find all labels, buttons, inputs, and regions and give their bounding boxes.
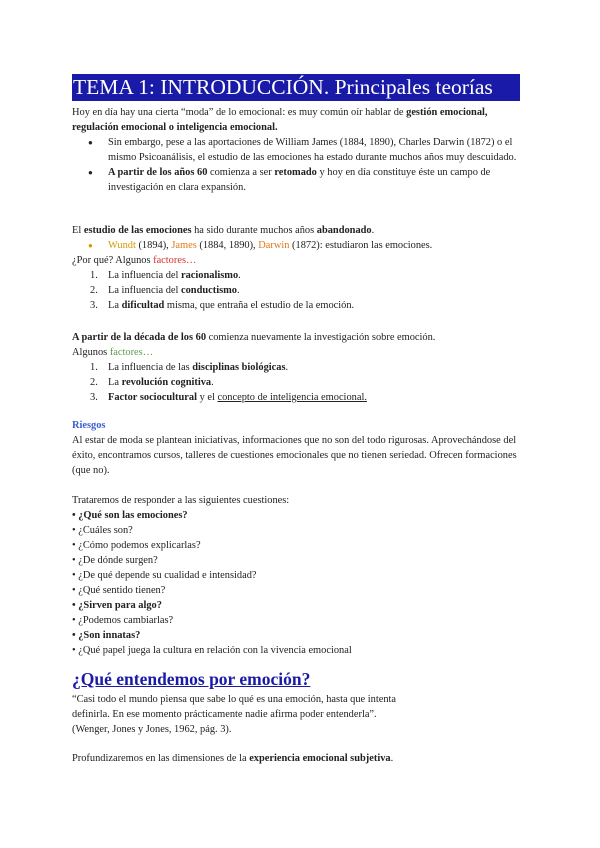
text: y el (196, 392, 218, 403)
study-paragraph (72, 223, 532, 238)
bold-text: Factor sociocultural (108, 392, 197, 403)
item-number: 2. (90, 377, 98, 388)
intro-text: Hoy en día hay una cierta “moda” de lo emocional: es muy común oír hablar de (72, 107, 407, 118)
text: La (108, 377, 122, 388)
text: La influencia del (108, 285, 181, 296)
risks-paragraph: Al estar de moda se plantean iniciativas, informaciones que no son del todo rigurosas. Aprovechándose del éxito, encontramos cursos, talleres de cuestiones emocionales que no tienen seriedad. Ofrecen formaciones (que no). (72, 435, 517, 476)
list-item (72, 390, 532, 405)
questions-section (72, 493, 532, 658)
item-number: 3. (90, 300, 98, 311)
list-item: • ¿Son innatas? (72, 630, 141, 641)
why-line (72, 253, 532, 268)
risks-section (72, 418, 532, 478)
page-title: TEMA 1: INTRODUCCIÓN. Principales teorías (72, 74, 520, 101)
bullet-text: y hoy en día constituye éste un campo de investigación en clara expansión. (108, 167, 491, 193)
factors-red: factores… (153, 255, 197, 266)
closing-section (72, 751, 532, 766)
list-item: • ¿Qué sentido tienen? (72, 585, 166, 596)
bullet-text: Sin embargo, pese a las aportaciones de William James (1884, 1890), Charles Darwin (1872) o el mismo Psicoanálisis, el estudio de las emociones ha estado durante muchos años muy descuidado. (108, 137, 517, 163)
text: comienza nuevamente la investigación sobre emoción. (206, 332, 436, 343)
list-item (72, 360, 532, 375)
intro-bold-terms: gestión emocional, regulación emocional o inteligencia emocional (72, 107, 488, 133)
text: (1872): estudiaron las emociones. (289, 240, 433, 251)
list-item: • ¿De qué depende su cualidad e intensidad? (72, 570, 257, 581)
item-number: 1. (90, 270, 98, 281)
item-number: 2. (90, 285, 98, 296)
authors-bullets (72, 238, 532, 253)
sixties-factors-line (72, 345, 532, 360)
list-item: • ¿Qué papel juega la cultura en relación con la vivencia emocional (72, 645, 352, 656)
quote-citation: (Wenger, Jones y Jones, 1962, pág. 3). (72, 724, 232, 735)
closing-paragraph (72, 751, 532, 766)
bold-text: racionalismo (181, 270, 239, 281)
item-number: 1. (90, 362, 98, 373)
text: . (238, 270, 241, 281)
list-item (72, 283, 532, 298)
sixties-section (72, 330, 532, 405)
bullet-bold: A partir de los años 60 (108, 167, 208, 178)
bold-text: conductismo (181, 285, 237, 296)
text: . (237, 285, 240, 296)
list-item (72, 135, 532, 165)
intro-bullets (72, 135, 532, 195)
list-item (72, 375, 532, 390)
text: (1894), (135, 240, 172, 251)
text: La influencia del (108, 270, 181, 281)
bold-text: revolución cognitiva (121, 377, 212, 388)
intro-paragraph (72, 105, 532, 135)
questions-intro: Trataremos de responder a las siguientes cuestiones: (72, 495, 290, 506)
bold-text: dificultad (121, 300, 165, 311)
quote-line: “Casi todo el mundo piensa que sabe lo qué es una emoción, hasta que intenta (72, 694, 397, 705)
bold-text: disciplinas biológicas (192, 362, 286, 373)
bold-text: estudio de las emociones (83, 225, 192, 236)
bold-text: abandonado (316, 225, 372, 236)
author-james: James (171, 240, 197, 251)
text: (1884, 1890), (196, 240, 259, 251)
intro-period: . (274, 122, 278, 133)
quote-line: definirla. En ese momento prácticamente nadie afirma poder entenderla”. (72, 709, 377, 720)
text: misma, que entraña el estudio de la emoción. (164, 300, 355, 311)
underlined-text: concepto de inteligencia emocional. (217, 392, 367, 403)
study-section (72, 223, 532, 313)
list-item (72, 165, 532, 195)
text: ha sido durante muchos años (191, 225, 317, 236)
questions-list (72, 508, 532, 658)
bold-text: A partir de la década de los 60 (72, 332, 207, 343)
text: La influencia de las (108, 362, 193, 373)
text: . (371, 225, 375, 236)
author-darwin: Darwin (258, 240, 290, 251)
intro-section (72, 105, 532, 195)
sixties-paragraph (72, 330, 532, 345)
text: . (390, 753, 394, 764)
author-wundt: Wundt (108, 240, 136, 251)
risks-heading: Riesgos (72, 420, 106, 431)
study-factors-list (72, 268, 532, 313)
list-item: • ¿Qué son las emociones? (72, 510, 188, 521)
text: . (211, 377, 214, 388)
bullet-bold: retomado (274, 167, 317, 178)
list-item: • ¿De dónde surgen? (72, 555, 158, 566)
list-item: • ¿Podemos cambiarlas? (72, 615, 174, 626)
sixties-factors-list (72, 360, 532, 405)
section-heading-emotion: ¿Qué entendemos por emoción? (72, 669, 311, 689)
list-item: • ¿Cómo podemos explicarlas? (72, 540, 201, 551)
emotion-section (72, 692, 532, 737)
text: . (285, 362, 289, 373)
bullet-text: comienza a ser (207, 167, 275, 178)
text: Profundizaremos en las dimensiones de la (72, 753, 250, 764)
text: Algunos (72, 347, 110, 358)
text: El (72, 225, 84, 236)
factors-green: factores… (109, 347, 154, 358)
list-item: • ¿Sirven para algo? (72, 600, 162, 611)
bold-text: experiencia emocional subjetiva (249, 753, 391, 764)
list-item (72, 268, 532, 283)
item-number: 3. (90, 392, 98, 403)
list-item (72, 298, 532, 313)
text: La (108, 300, 122, 311)
list-item: • ¿Cuáles son? (72, 525, 133, 536)
list-item (72, 238, 532, 253)
text: ¿Por qué? Algunos (72, 255, 154, 266)
